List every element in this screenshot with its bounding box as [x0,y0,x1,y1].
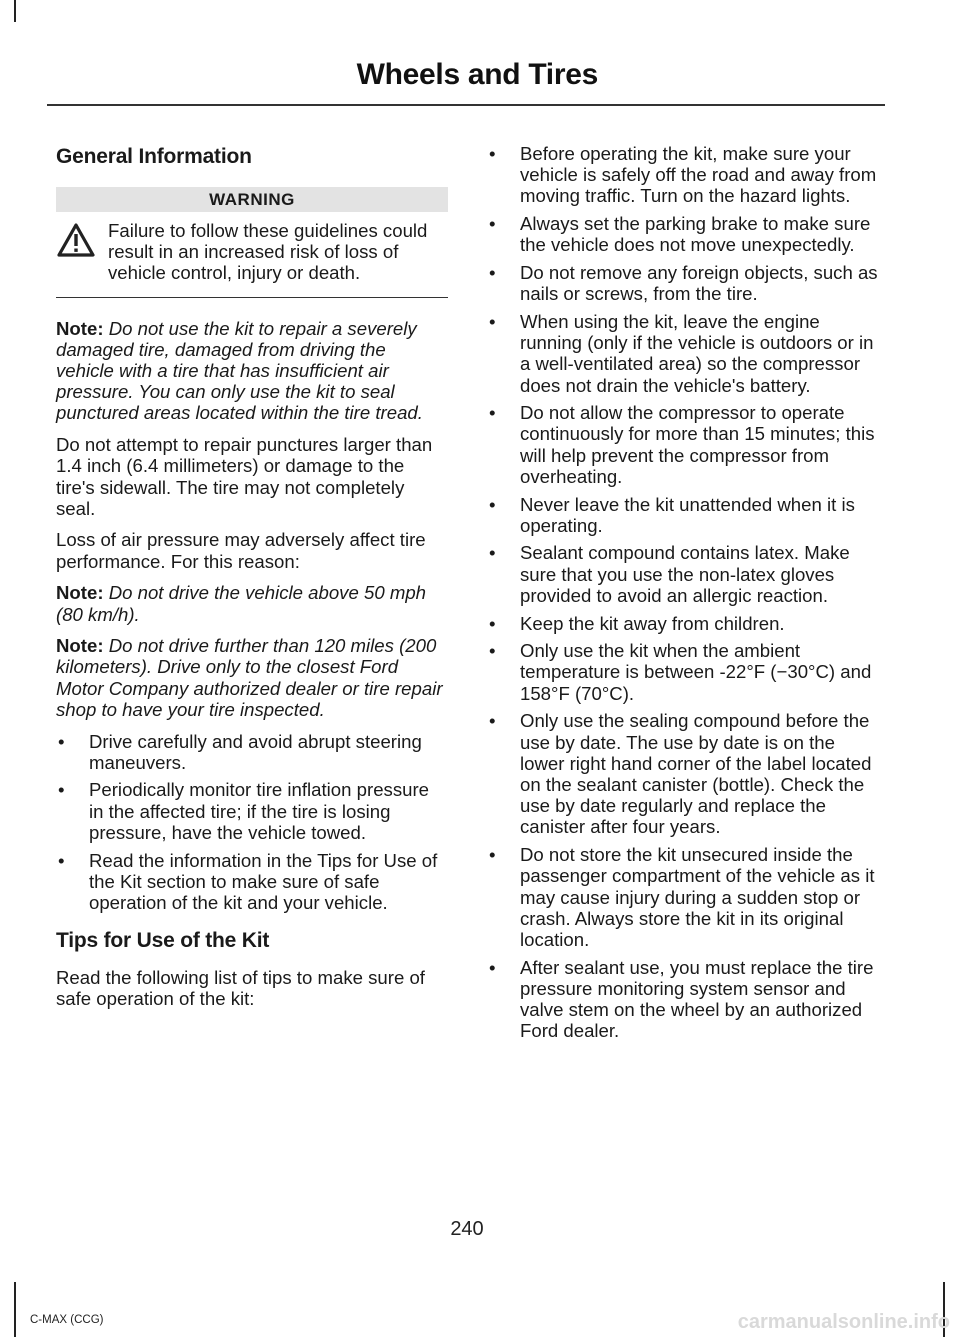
warning-triangle-icon [56,220,108,284]
list-item: • Before operating the kit, make sure your vehicle is safely off the road and away from moving traffic. Turn on the hazard lights. [487,143,880,207]
list-item: • Only use the kit when the ambient temperature is between -22°F (−30°C) and 158°F (70°C). [487,640,880,704]
paragraph-puncture-size: Do not attempt to repair punctures larger than 1.4 inch (6.4 millimeters) or damage to the tire's sidewall. The tire may not completely seal. [56,434,433,519]
page-number: 240 [450,1218,484,1240]
section-heading: General Information [56,145,252,168]
list-item: • Never leave the kit unattended when it is operating. [487,494,880,536]
note-distance [56,635,448,720]
list-item: • Do not allow the compressor to operate continuously for more than 15 minutes; this will help prevent the compressor from overheating. [487,402,880,487]
list-item: • Sealant compound contains latex. Make sure that you use the non-latex gloves provided to avoid an allergic reaction. [487,542,880,606]
warning-box [56,220,448,284]
list-item: • Do not remove any foreign objects, such as nails or screws, from the tire. [487,262,880,304]
list-item: • Periodically monitor tire inflation pressure in the affected tire; if the tire is losing pressure, have the vehicle towed. [56,779,448,843]
left-column [56,143,448,1020]
watermark: carmanualsonline.info [737,1311,950,1333]
list-item: • Keep the kit away from children. [487,613,880,634]
list-item: • Always set the parking brake to make sure the vehicle does not move unexpectedly. [487,213,880,255]
note-speed [56,582,448,624]
warning-divider [56,297,448,298]
model-code: C-MAX (CCG) [30,1314,104,1326]
paragraph-tips-intro: Read the following list of tips to make sure of safe operation of the kit: [56,967,425,1010]
note-label: Note: [56,635,104,657]
note-label: Note: [56,582,104,604]
list-item: • Only use the sealing compound before the use by date. The use by date is on the lower right hand corner of the label located on the sealant canister (bottle). Check the use by date regularly and replace the canister after four years. [487,710,880,837]
page-section-title: Wheels and Tires [356,58,598,91]
warning-text: Failure to follow these guidelines could result in an increased risk of loss of vehicle control, injury or death. [108,220,428,284]
list-item: • Read the information in the Tips for Use of the Kit section to make sure of safe operation of the kit and your vehicle. [56,850,448,914]
paragraph-air-pressure: Loss of air pressure may adversely affect tire performance. For this reason: [56,529,426,572]
crop-mark-bottom-left [14,1282,16,1337]
list-item: • Do not store the kit unsecured inside the passenger compartment of the vehicle as it may cause injury during a sudden stop or crash. Always store the kit in its original location. [487,844,880,950]
right-column [487,143,880,1048]
warning-banner: WARNING [56,187,448,212]
list-item: • After sealant use, you must replace the tire pressure monitoring system sensor and valve stem on the wheel by an authorized Ford dealer. [487,957,880,1042]
crop-mark-top-left [14,0,16,22]
list-item: • When using the kit, leave the engine running (only if the vehicle is outdoors or in a well-ventilated area) so the compressor does not drain the vehicle's battery. [487,311,880,396]
left-bullet-list [56,731,448,914]
list-item: • Drive carefully and avoid abrupt steering maneuvers. [56,731,448,773]
note-text: Do not drive further than 120 miles (200 kilometers). Drive only to the closest Ford Motor Company authorized dealer or tire repair shop to have your tire inspected. [56,635,443,720]
note-text: Do not drive the vehicle above 50 mph (80 km/h). [56,582,427,625]
note-severe-damage [56,318,448,424]
note-label: Note: [56,317,104,339]
right-bullet-list [487,143,880,1041]
header-divider [47,104,885,106]
subsection-heading: Tips for Use of the Kit [56,929,270,953]
note-text: Do not use the kit to repair a severely damaged tire, damaged from driving the vehicle with a tire that has insufficient air pressure. You can only use the kit to seal punctured areas located within the tire tread. [56,317,423,424]
